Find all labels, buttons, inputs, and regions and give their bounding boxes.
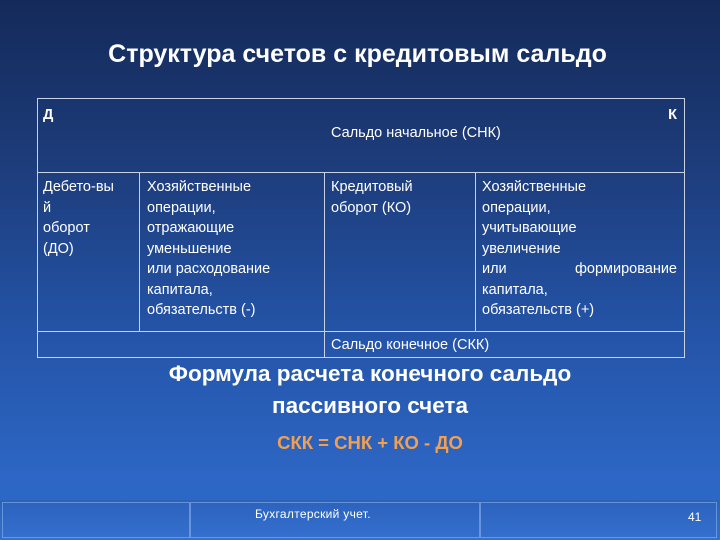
opening-balance: Сальдо начальное (СНК) <box>331 125 501 141</box>
credit-operations-line: учитывающие <box>482 220 577 236</box>
debit-turnover-line: Дебето-вы <box>43 179 114 195</box>
page-number: 41 <box>688 510 702 524</box>
formula-expression: СКК = СНК + КО - ДО <box>277 432 463 453</box>
closing-balance: Сальдо конечное (СКК) <box>331 337 490 353</box>
account-structure-table <box>37 98 685 358</box>
debit-operations-cell <box>147 177 319 321</box>
credit-mark: К <box>668 107 677 123</box>
table-divider-col-3 <box>475 172 476 331</box>
credit-operations-line: обязательств (+) <box>482 302 595 318</box>
slide-title: Структура счетов с кредитовым сальдо <box>108 40 607 68</box>
credit-turnover-line: оборот (КО) <box>331 199 412 216</box>
debit-mark: Д <box>43 107 54 123</box>
credit-operations-line: Хозяйственные <box>482 179 587 195</box>
credit-operations-line: операции, <box>482 199 551 216</box>
debit-operations-line: уменьшение <box>147 240 232 257</box>
formula-title <box>0 358 720 422</box>
credit-turnover-line: Кредитовый <box>331 179 413 195</box>
footer-text: Бухгалтерский учет. <box>255 507 371 521</box>
credit-operations-cell <box>482 177 677 321</box>
table-divider-col-2 <box>324 172 325 358</box>
credit-turnover-cell <box>331 177 471 218</box>
debit-operations-line: обязательств (-) <box>147 302 256 318</box>
credit-operations-line: или формирование <box>482 261 677 277</box>
table-divider-col-1 <box>139 172 140 331</box>
credit-operations-line: капитала, <box>482 281 548 298</box>
footer-panel-right <box>480 502 717 538</box>
debit-turnover-cell <box>43 177 135 259</box>
debit-turnover-line: оборот <box>43 220 90 236</box>
credit-operations-line: увеличение <box>482 240 561 257</box>
formula-title-line: Формула расчета конечного сальдо <box>168 361 572 386</box>
debit-operations-line: капитала, <box>147 281 213 298</box>
table-divider-row-2 <box>38 331 684 332</box>
debit-operations-line: отражающие <box>147 220 235 236</box>
formula-title-line: пассивного счета <box>272 393 468 418</box>
debit-operations-line: операции, <box>147 199 216 216</box>
footer-panel-left <box>2 502 190 538</box>
table-divider-row-1 <box>38 172 684 173</box>
debit-operations-line: или расходование <box>147 261 271 277</box>
debit-turnover-line: й <box>43 199 52 216</box>
debit-operations-line: Хозяйственные <box>147 179 252 195</box>
debit-turnover-line: (ДО) <box>43 240 74 257</box>
